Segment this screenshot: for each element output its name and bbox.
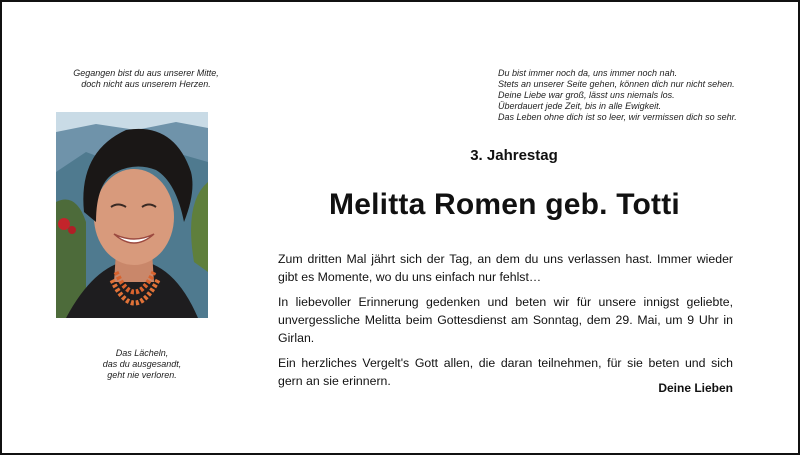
anniversary-heading [2, 147, 800, 164]
quote-right-line: Deine Liebe war groß, lässt uns niemals los. [498, 90, 675, 100]
quote-right [498, 68, 778, 123]
photo-caption [92, 348, 192, 381]
portrait-photo [56, 112, 208, 318]
paragraph: Ein herzliches Vergelt's Gott allen, die daran teilnehmen, für sie beten und sich gern an sie erinnern. [278, 356, 733, 388]
quote-left [56, 68, 236, 90]
caption-line: Das Lächeln, [115, 348, 169, 358]
quote-right-line: Stets an unserer Seite gehen, können dich nur nicht sehen. [498, 79, 735, 89]
anniversary-label: 3. Jahrestag [470, 147, 558, 164]
signature: Deine Lieben [658, 381, 733, 395]
deceased-name: Melitta Romen geb. Totti [329, 188, 680, 221]
paragraph: In liebevoller Erinnerung gedenken und beten wir für unsere innigst geliebte, unvergessliche Melitta beim Gottesdienst am Sonntag, dem 29. Mai, um 9 Uhr in Girlan. [278, 295, 733, 345]
quote-right-line: Das Leben ohne dich ist so leer, wir vermissen dich so sehr. [498, 112, 737, 122]
caption-line: geht nie verloren. [107, 370, 177, 380]
quote-right-line: Überdauert jede Zeit, bis in alle Ewigkeit. [498, 101, 662, 111]
caption-line: das du ausgesandt, [102, 359, 182, 369]
quote-left-line: doch nicht aus unserem Herzen. [81, 79, 211, 89]
quote-left-line: Gegangen bist du aus unserer Mitte, [73, 68, 219, 78]
body-text [278, 250, 733, 397]
quote-right-line: Du bist immer noch da, uns immer noch nah. [498, 68, 678, 78]
paragraph: Zum dritten Mal jährt sich der Tag, an dem du uns verlassen hast. Immer wieder gibt es Momente, wo du uns einfach nur fehlst… [278, 252, 733, 284]
